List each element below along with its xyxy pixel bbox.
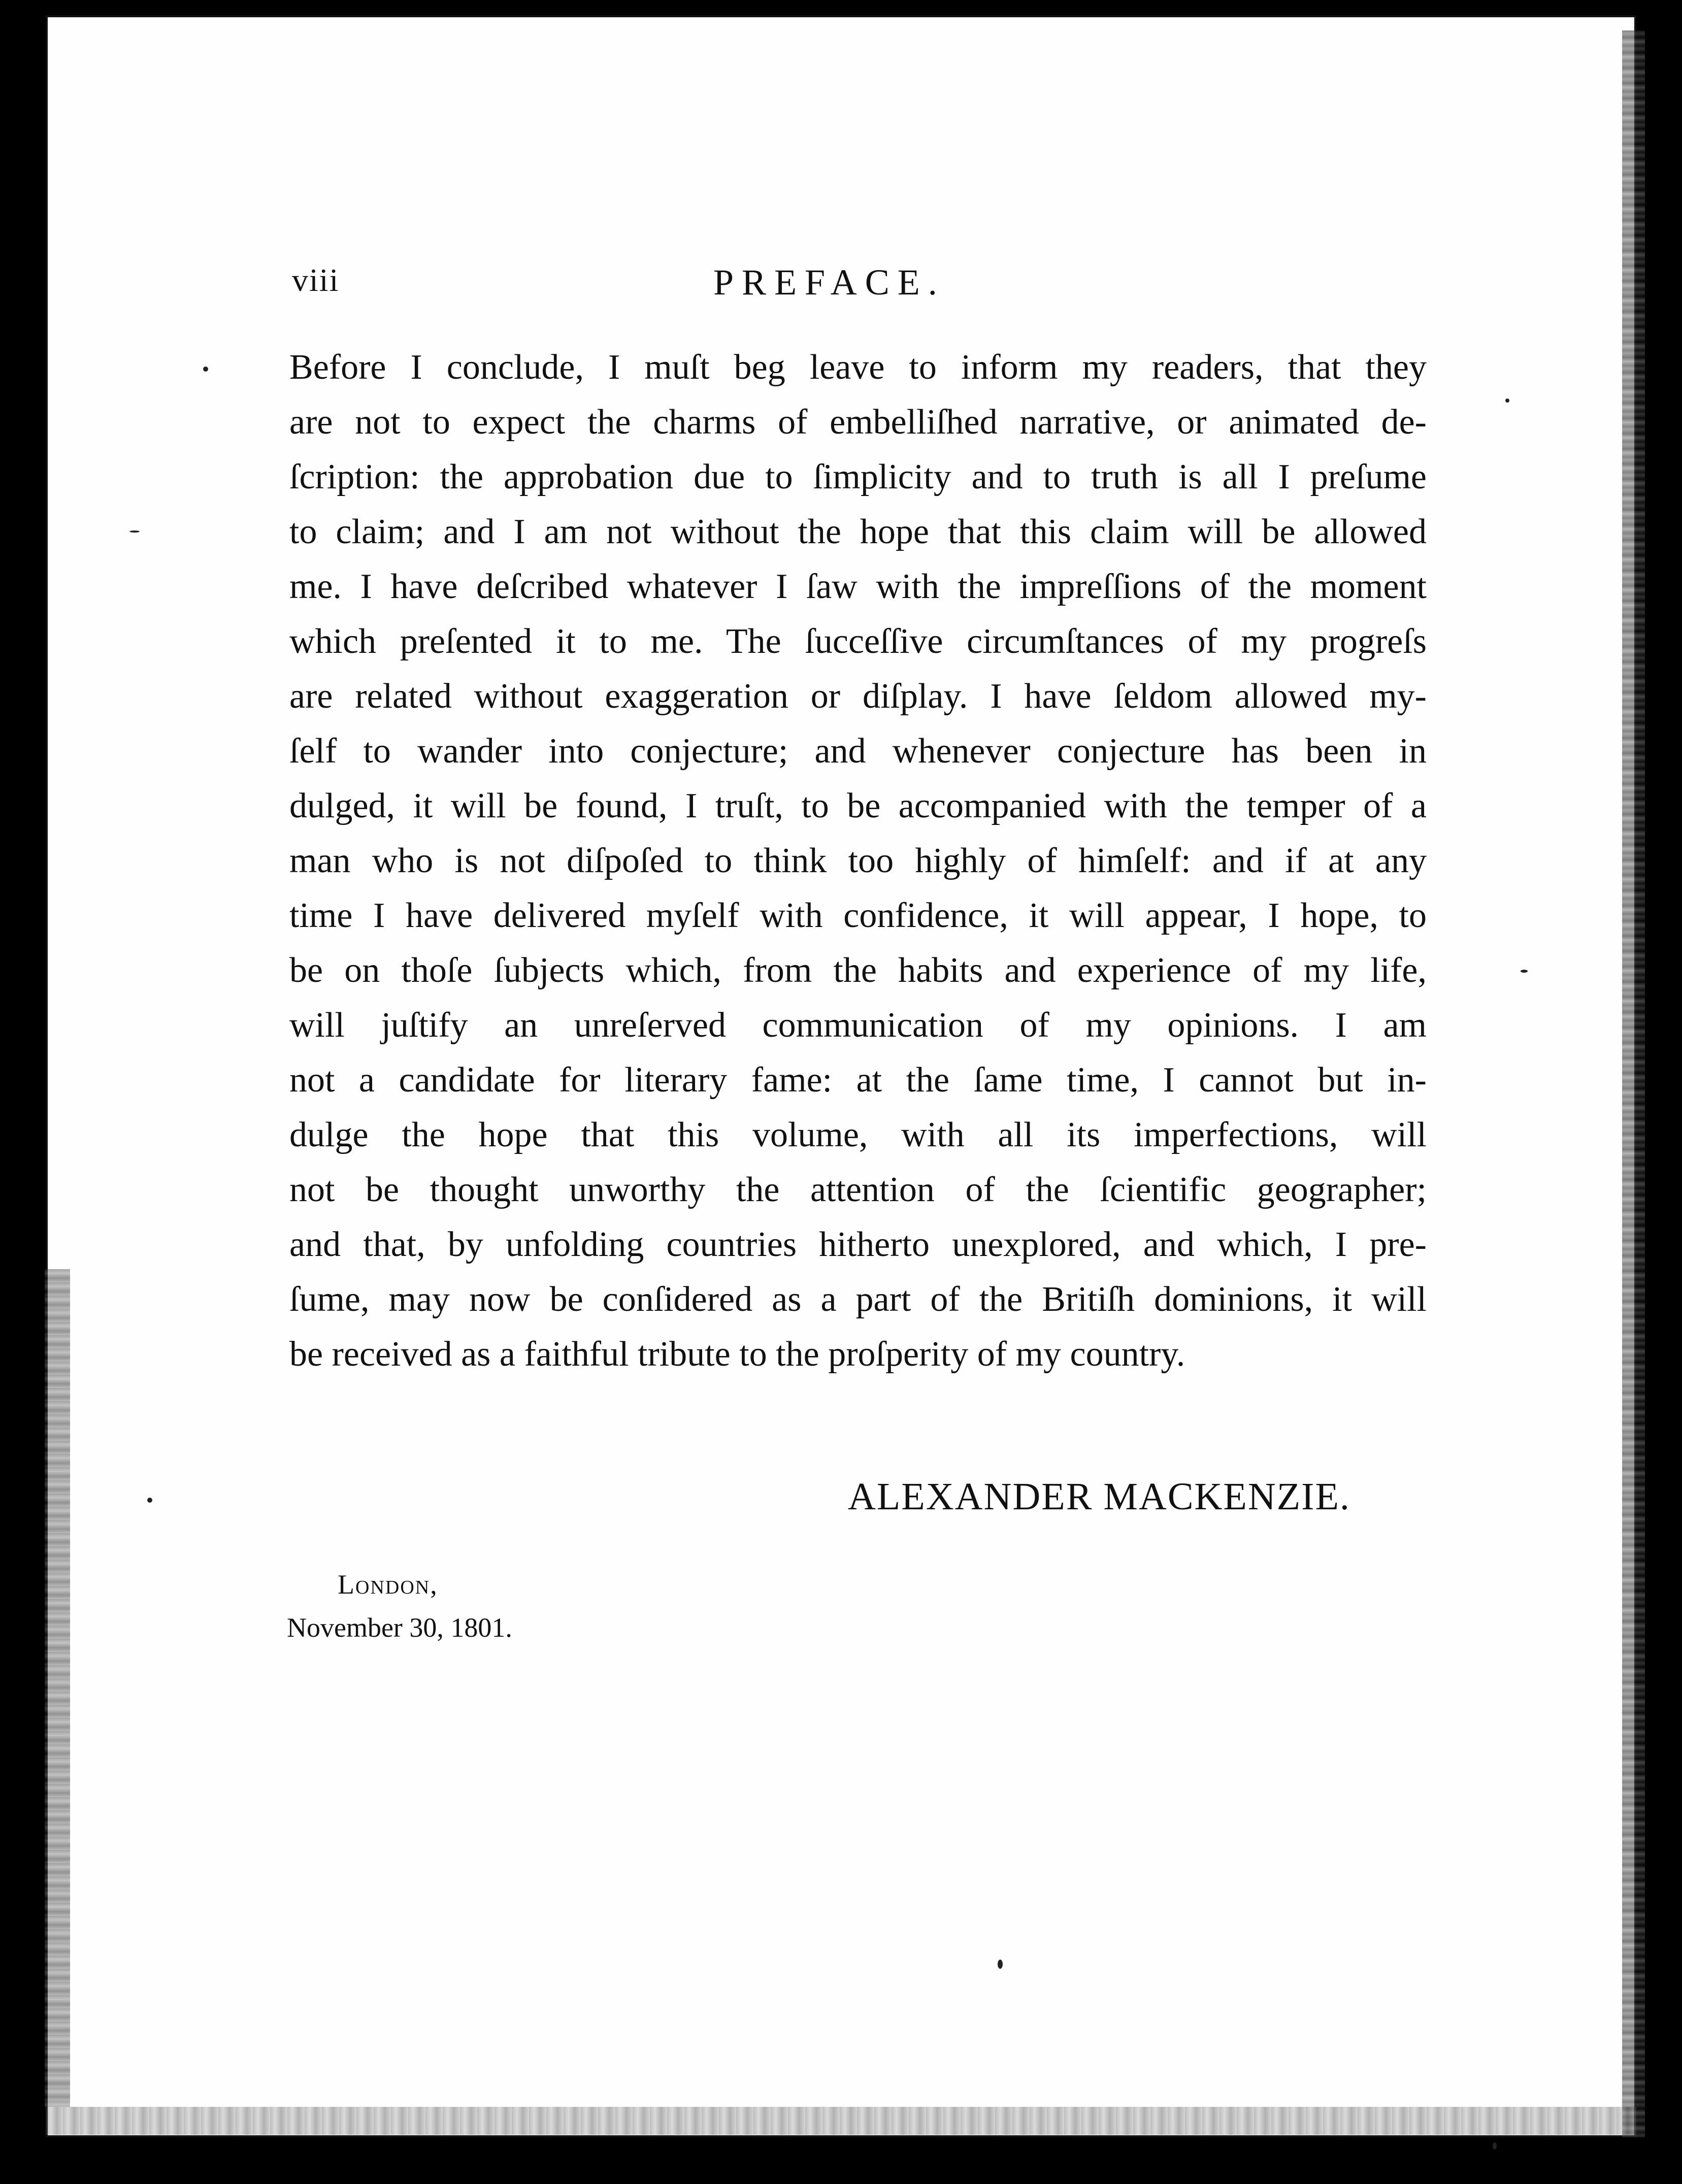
- body-line: will juſtify an unreſerved communication of my opinions. I am: [289, 1006, 1427, 1045]
- scan-speck: [998, 1960, 1003, 1969]
- running-head: [0, 261, 1682, 307]
- scan-speck: [1521, 970, 1528, 973]
- running-title: PREFACE.: [713, 262, 945, 303]
- body-line: be received as a faithful tribute to the proſperity of my country.: [289, 1335, 1185, 1374]
- scan-speck: [147, 1498, 152, 1503]
- scan-speck: [203, 367, 208, 372]
- body-line: not a candidate for literary fame: at the ſame time, I cannot but in-: [289, 1061, 1427, 1100]
- body-line: not be thought unworthy the attention of the ſcientific geographer;: [289, 1170, 1427, 1209]
- date-line: November 30, 1801.: [287, 1612, 512, 1643]
- preface-body: [289, 340, 1427, 1382]
- body-line: dulged, it will be found, I truſt, to be accompanied with the temper of a: [289, 786, 1427, 825]
- place-line: London,: [338, 1569, 438, 1600]
- body-line: to claim; and I am not without the hope that this claim will be allowed: [289, 512, 1427, 551]
- page-edge-shadow-left: [45, 1269, 70, 2107]
- body-line: man who is not diſpoſed to think too highly of himſelf: and if at any: [289, 841, 1427, 880]
- body-line: me. I have deſcribed whatever I ſaw with the impreſſions of the moment: [289, 567, 1427, 606]
- body-line: ſcription: the approbation due to ſimplicity and to truth is all I preſume: [289, 457, 1427, 497]
- body-line: are not to expect the charms of embelliſhed narrative, or animated de-: [289, 403, 1427, 442]
- page-edge-shadow-right: [1622, 30, 1645, 2137]
- page-number: viii: [292, 262, 340, 298]
- scan-speck: [129, 531, 140, 533]
- author-signature: ALEXANDER MACKENZIE.: [848, 1475, 1350, 1518]
- scan-speck: [1493, 2142, 1497, 2149]
- body-line: ſume, may now be conſidered as a part of the Britiſh dominions, it will: [289, 1280, 1427, 1319]
- body-line: are related without exaggeration or diſplay. I have ſeldom allowed my-: [289, 677, 1427, 716]
- body-line: Before I conclude, I muſt beg leave to inform my readers, that they: [289, 348, 1427, 387]
- body-line: time I have delivered myſelf with confidence, it will appear, I hope, to: [289, 896, 1427, 935]
- body-line: and that, by unfolding countries hitherto unexplored, and which, I pre-: [289, 1225, 1427, 1264]
- body-line: be on thoſe ſubjects which, from the habits and experience of my life,: [289, 951, 1427, 990]
- scan-speck: [1505, 399, 1509, 403]
- body-line: ſelf to wander into conjecture; and whenever conjecture has been in: [289, 732, 1427, 771]
- page-edge-shadow-bottom: [46, 2107, 1636, 2135]
- body-line: which preſented it to me. The ſucceſſive circumſtances of my progreſs: [289, 622, 1427, 661]
- body-line: dulge the hope that this volume, with all its imperfections, will: [289, 1115, 1427, 1154]
